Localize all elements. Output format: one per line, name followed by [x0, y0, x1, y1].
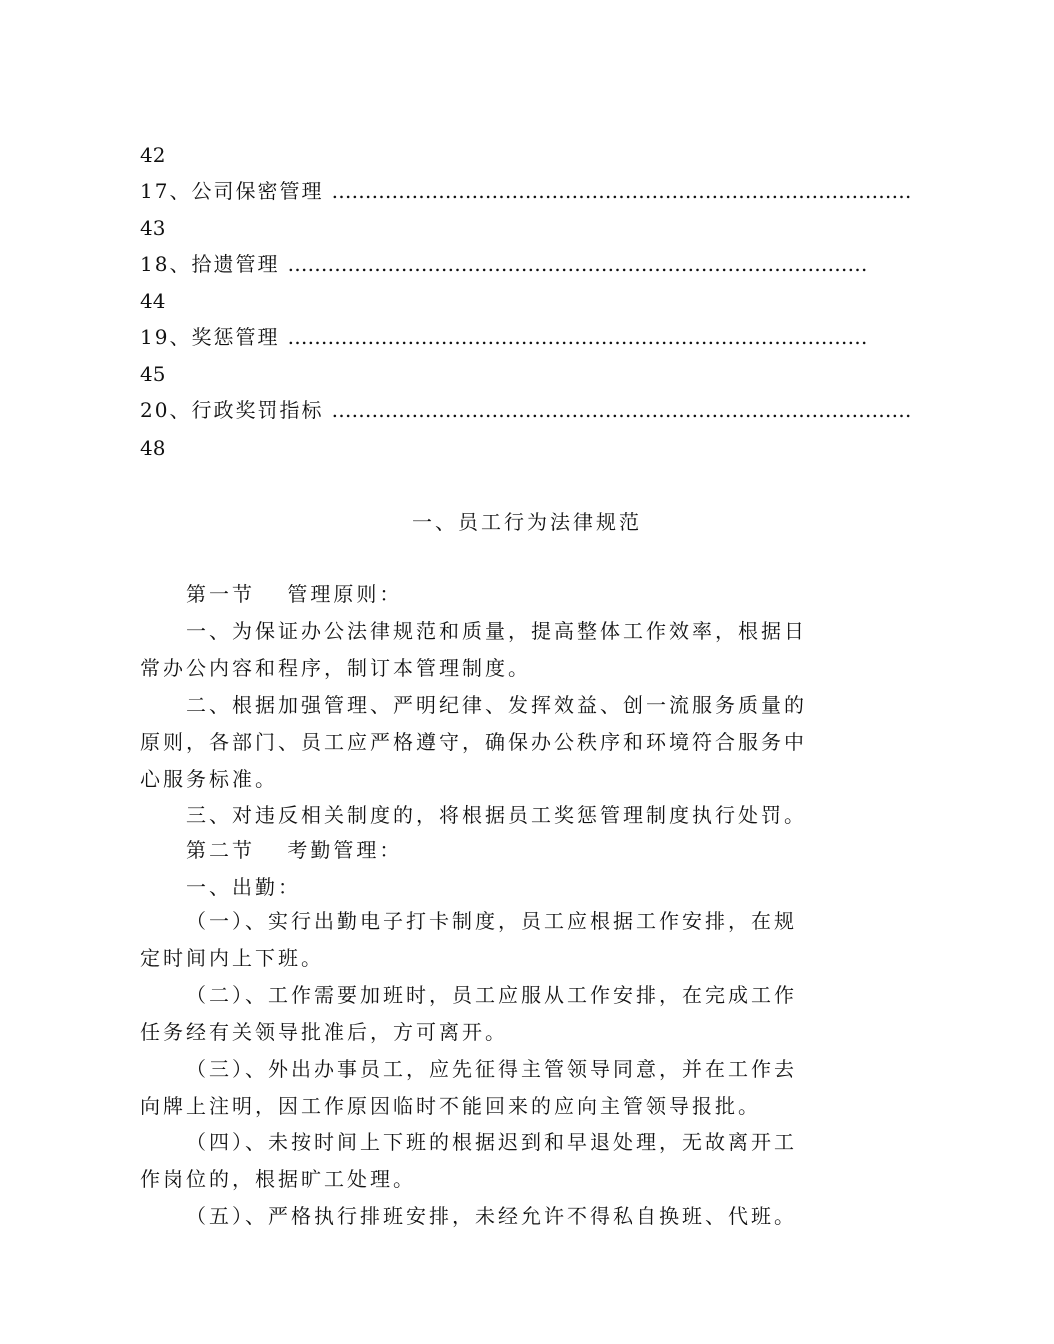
toc-page-number: 48	[140, 436, 166, 460]
toc-leader-dots: ……………………………………………………………………………	[287, 325, 868, 349]
toc-entry[interactable]	[140, 252, 868, 276]
section-title: 第二节 考勤管理：	[186, 838, 403, 862]
toc-entry[interactable]	[140, 398, 912, 422]
toc-entry-label: 18、拾遗管理	[140, 252, 280, 276]
toc-page-number: 43	[140, 216, 166, 240]
toc-leader-dots: ……………………………………………………………………………	[331, 398, 912, 422]
paragraph: （二）、工作需要加班时，员工应服从工作安排，在完成工作任务经有关领导批准后，方可离开。	[140, 983, 797, 1044]
toc-entry-label: 20、行政奖罚指标	[140, 398, 324, 422]
toc-leader-dots: ……………………………………………………………………………	[331, 179, 912, 203]
paragraph: （三）、外出办事员工，应先征得主管领导同意，并在工作去向牌上注明，因工作原因临时不能回来的应向主管领导报批。	[140, 1057, 797, 1118]
paragraph: 一、为保证办公法律规范和质量，提高整体工作效率，根据日常办公内容和程序，制订本管理制度。	[140, 619, 807, 680]
chapter-title: 一、员工行为法律规范	[412, 510, 642, 534]
toc-leader-dots: ……………………………………………………………………………	[287, 252, 868, 276]
toc-page-number: 42	[140, 143, 166, 167]
paragraph: （四）、未按时间上下班的根据迟到和早退处理，无故离开工作岗位的，根据旷工处理。	[140, 1130, 797, 1191]
toc-page-number: 45	[140, 362, 166, 386]
subsection-title: 一、出勤：	[186, 875, 301, 899]
toc-entry[interactable]	[140, 325, 868, 349]
section-title: 第一节 管理原则：	[186, 582, 403, 606]
paragraph: （五）、严格执行排班安排，未经允许不得私自换班、代班。	[186, 1204, 797, 1228]
toc-entry-label: 17、公司保密管理	[140, 179, 324, 203]
toc-page-number: 44	[140, 289, 166, 313]
toc-entry[interactable]	[140, 179, 912, 203]
toc-entry-label: 19、奖惩管理	[140, 325, 280, 349]
paragraph: （一）、实行出勤电子打卡制度，员工应根据工作安排，在规定时间内上下班。	[140, 909, 797, 970]
paragraph: 三、对违反相关制度的，将根据员工奖惩管理制度执行处罚。	[186, 803, 807, 827]
paragraph: 二、根据加强管理、严明纪律、发挥效益、创一流服务质量的原则，各部门、员工应严格遵守，确保办公秩序和环境符合服务中心服务标准。	[140, 693, 807, 791]
